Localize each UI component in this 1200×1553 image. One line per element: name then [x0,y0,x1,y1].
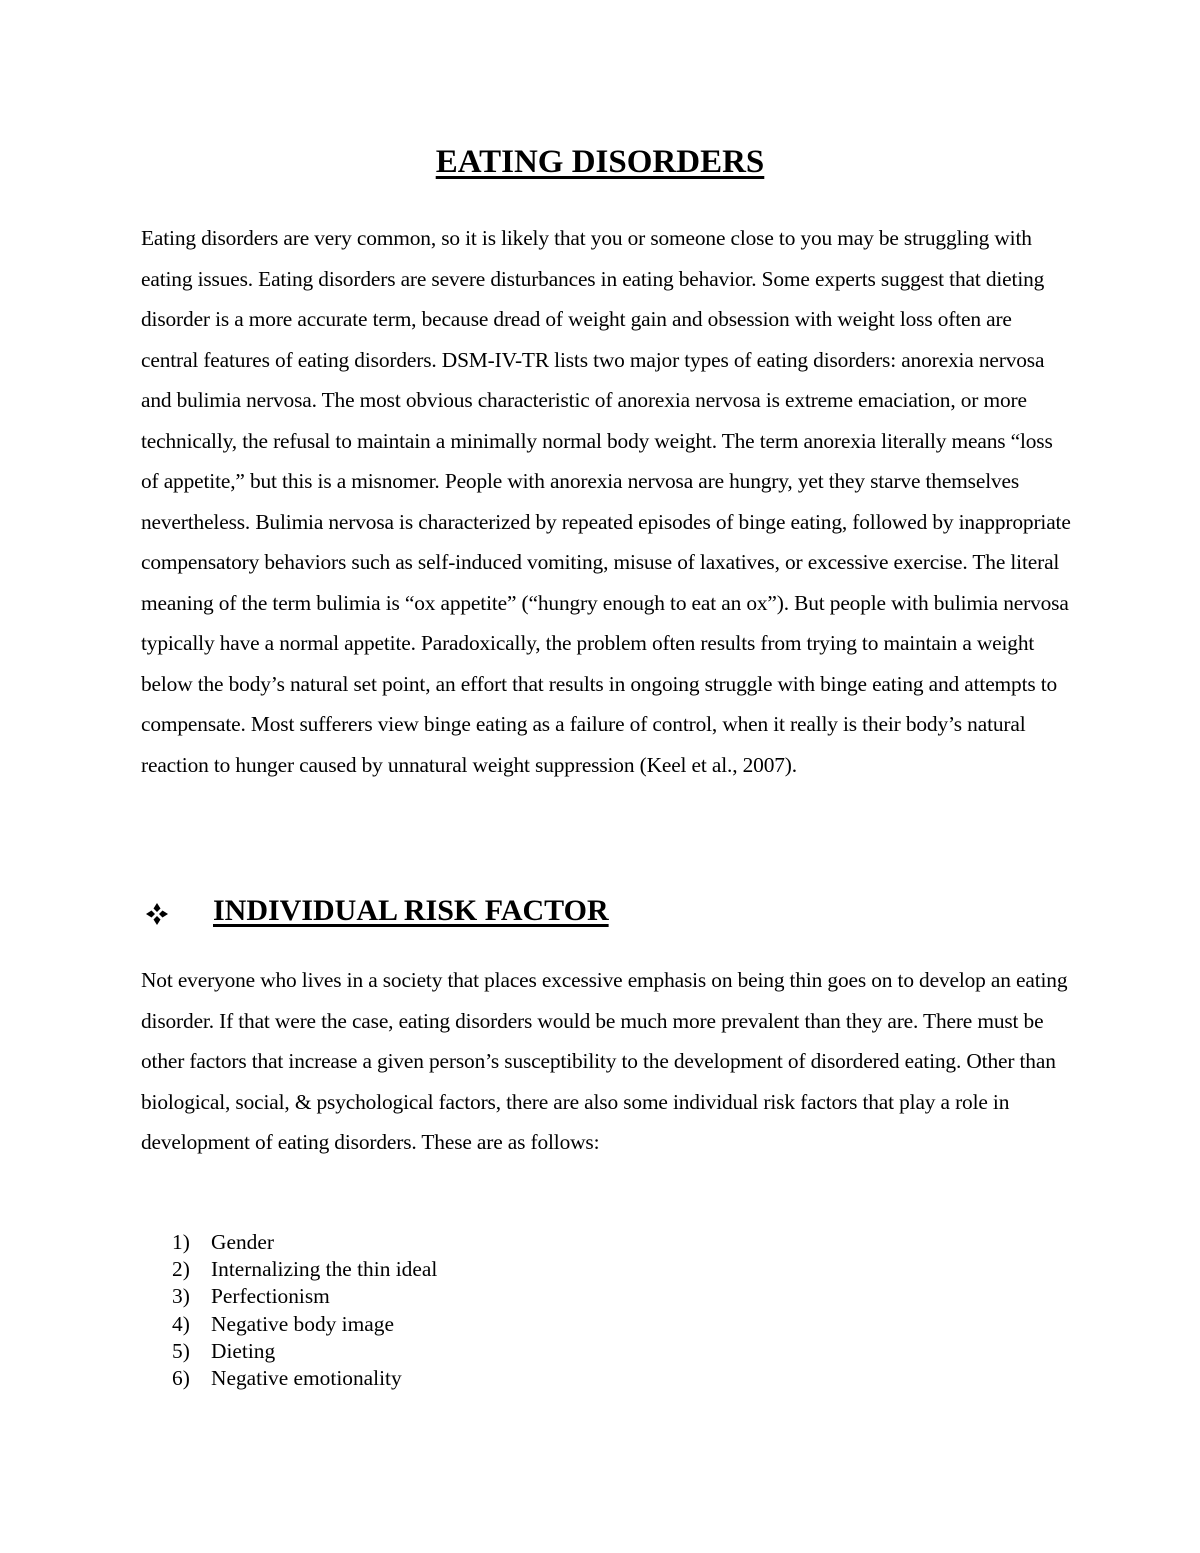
list-item [172,1229,437,1256]
section-heading [141,889,609,933]
list-item-text: Dieting [211,1338,276,1363]
list-item-number: 4) [172,1311,190,1336]
list-item [172,1311,437,1338]
list-item-text: Gender [211,1230,274,1254]
list-item [172,1365,437,1392]
risk-factor-paragraph: Not everyone who lives in a society that places excessive emphasis on being thin goes on to develop an eating disorder. If that were the case, eating disorders would be much more prevalent than they are. There must be other factors that increase a given person’s susceptibility to the development of disordered eating. Other than biological, social, & psychological factors, there are also some individual risk factors that play a role in development of eating disorders. These are as follows: [141,968,1068,1154]
risk-factor-list [172,1229,437,1392]
list-item-number: 2) [172,1257,190,1282]
list-item-text: Negative emotionality [211,1366,402,1391]
section-heading-text: INDIVIDUAL RISK FACTOR [213,894,609,927]
list-item-number: 5) [172,1338,190,1363]
list-item-text: Perfectionism [211,1284,330,1309]
page-title: EATING DISORDERS [435,144,765,180]
list-item [172,1256,437,1283]
list-item-number: 3) [172,1284,190,1309]
list-item-text: Negative body image [211,1311,394,1336]
list-item-number: 6) [172,1366,190,1391]
intro-paragraph: Eating disorders are very common, so it is likely that you or someone close to you may be struggling with eating issues. Eating disorders are severe disturbances in eating behavior. Some experts suggest that dieting disorder is a more accurate term, because dread of weight gain and obsession with weight loss often are central features of eating disorders. DSM-IV-TR lists two major types of eating disorders: anorexia nervosa and bulimia nervosa. The most obvious characteristic of anorexia nervosa is extreme emaciation, or more technically, the refusal to maintain a minimally normal body weight. The term anorexia literally means “loss of appetite,” but this is a misnomer. People with anorexia nervosa are hungry, yet they starve themselves nevertheless. Bulimia nervosa is characterized by repeated episodes of binge eating, followed by inappropriate compensatory behaviors such as self-induced vomiting, misuse of laxatives, or excessive exercise. The literal meaning of the term bulimia is “ox appetite” (“hungry enough to eat an ox”). But people with bulimia nervosa typically have a normal appetite. Paradoxically, the problem often results from trying to maintain a weight below the body’s natural set point, an effort that results in ongoing struggle with binge eating and attempts to compensate. Most sufferers view binge eating as a failure of control, when it really is their body’s natural reaction to hunger caused by unnatural weight suppression (Keel et al., 2007). [141,226,1071,777]
list-item [172,1283,437,1310]
list-item-number: 1) [172,1230,190,1254]
list-item-text: Internalizing the thin ideal [211,1257,438,1282]
list-item [172,1338,437,1365]
